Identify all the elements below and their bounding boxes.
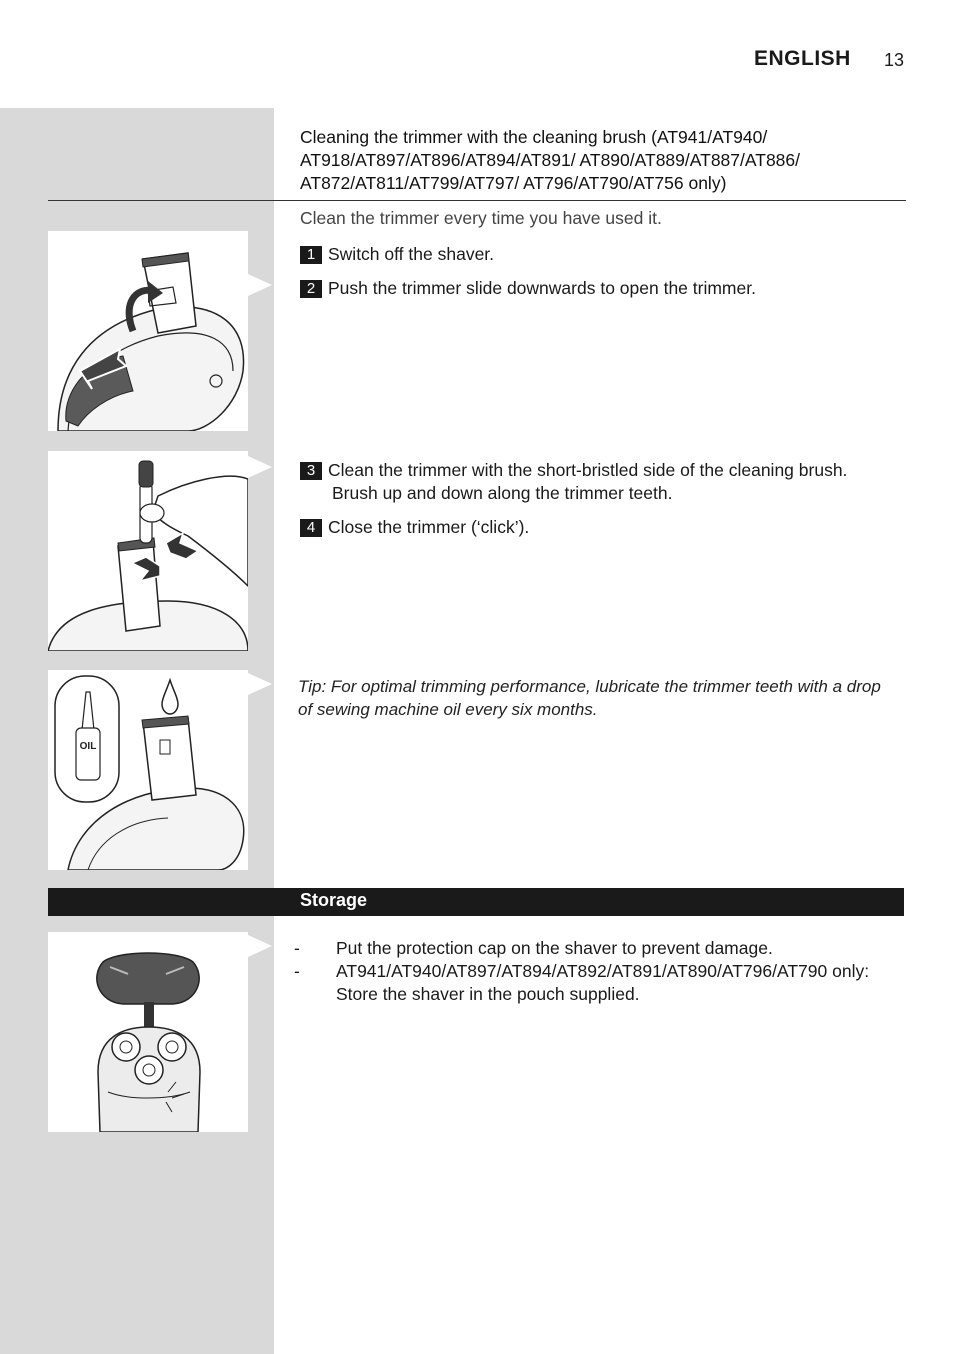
- figure-pointer: [248, 456, 272, 478]
- list-item: [290, 937, 910, 960]
- intro-text: Clean the trimmer every time you have used it.: [300, 208, 662, 228]
- shaver-protection-cap-illustration: [48, 932, 248, 1132]
- page-number: 13: [884, 50, 905, 70]
- tip-text: Tip: For optimal trimming performance, lubricate the trimmer teeth with a drop of sewing machine oil every six months.: [298, 677, 881, 719]
- step-text: Close the trimmer (‘click’).: [328, 517, 530, 537]
- trimmer-brush-cleaning-illustration: [48, 451, 248, 651]
- step-2: [300, 277, 906, 300]
- step-number: 3: [300, 462, 322, 480]
- header-language: ENGLISH: [754, 47, 851, 70]
- section-title: Cleaning the trimmer with the cleaning brush (AT941/AT940/ AT918/AT897/AT896/AT894/AT891/ AT890/AT889/AT887/AT886/ AT872/AT811/AT799/AT797/ AT796/AT790/AT756 only): [300, 127, 801, 193]
- step-4: [300, 516, 906, 539]
- figure-brush-cleaning: [48, 451, 248, 651]
- step-number: 1: [300, 246, 322, 264]
- step-3: [300, 459, 906, 505]
- section-divider: [48, 200, 906, 201]
- figure-open-trimmer: [48, 231, 248, 431]
- bullet-text: AT941/AT940/AT897/AT894/AT892/AT891/AT890/AT796/AT790 only: Store the shaver in the pouch supplied.: [336, 961, 870, 1004]
- step-text: Clean the trimmer with the short-bristled side of the cleaning brush.: [328, 460, 848, 480]
- step-number: 2: [300, 280, 322, 298]
- bullet-dash: -: [294, 961, 300, 981]
- step-number: 4: [300, 519, 322, 537]
- oil-bottle-trimmer-illustration: [48, 670, 248, 870]
- figure-pointer: [248, 935, 272, 957]
- list-item: [290, 960, 910, 1006]
- bullet-dash: -: [294, 938, 300, 958]
- storage-title: Storage: [300, 890, 368, 910]
- shaver-trimmer-open-illustration: [48, 231, 248, 431]
- step-text: Push the trimmer slide downwards to open the trimmer.: [328, 278, 756, 298]
- oil-label: OIL: [79, 741, 97, 752]
- step-text: Switch off the shaver.: [328, 244, 495, 264]
- storage-bullet-list: [290, 937, 910, 1006]
- step-1: [300, 243, 906, 266]
- bullet-text: Put the protection cap on the shaver to prevent damage.: [336, 938, 773, 958]
- step-text-continued: Brush up and down along the trimmer teeth.: [332, 483, 673, 503]
- storage-section-bar: [48, 888, 904, 916]
- figure-protection-cap: [48, 932, 248, 1132]
- figure-oil-lubrication: [48, 670, 248, 870]
- figure-pointer: [248, 673, 272, 695]
- figure-pointer: [248, 274, 272, 296]
